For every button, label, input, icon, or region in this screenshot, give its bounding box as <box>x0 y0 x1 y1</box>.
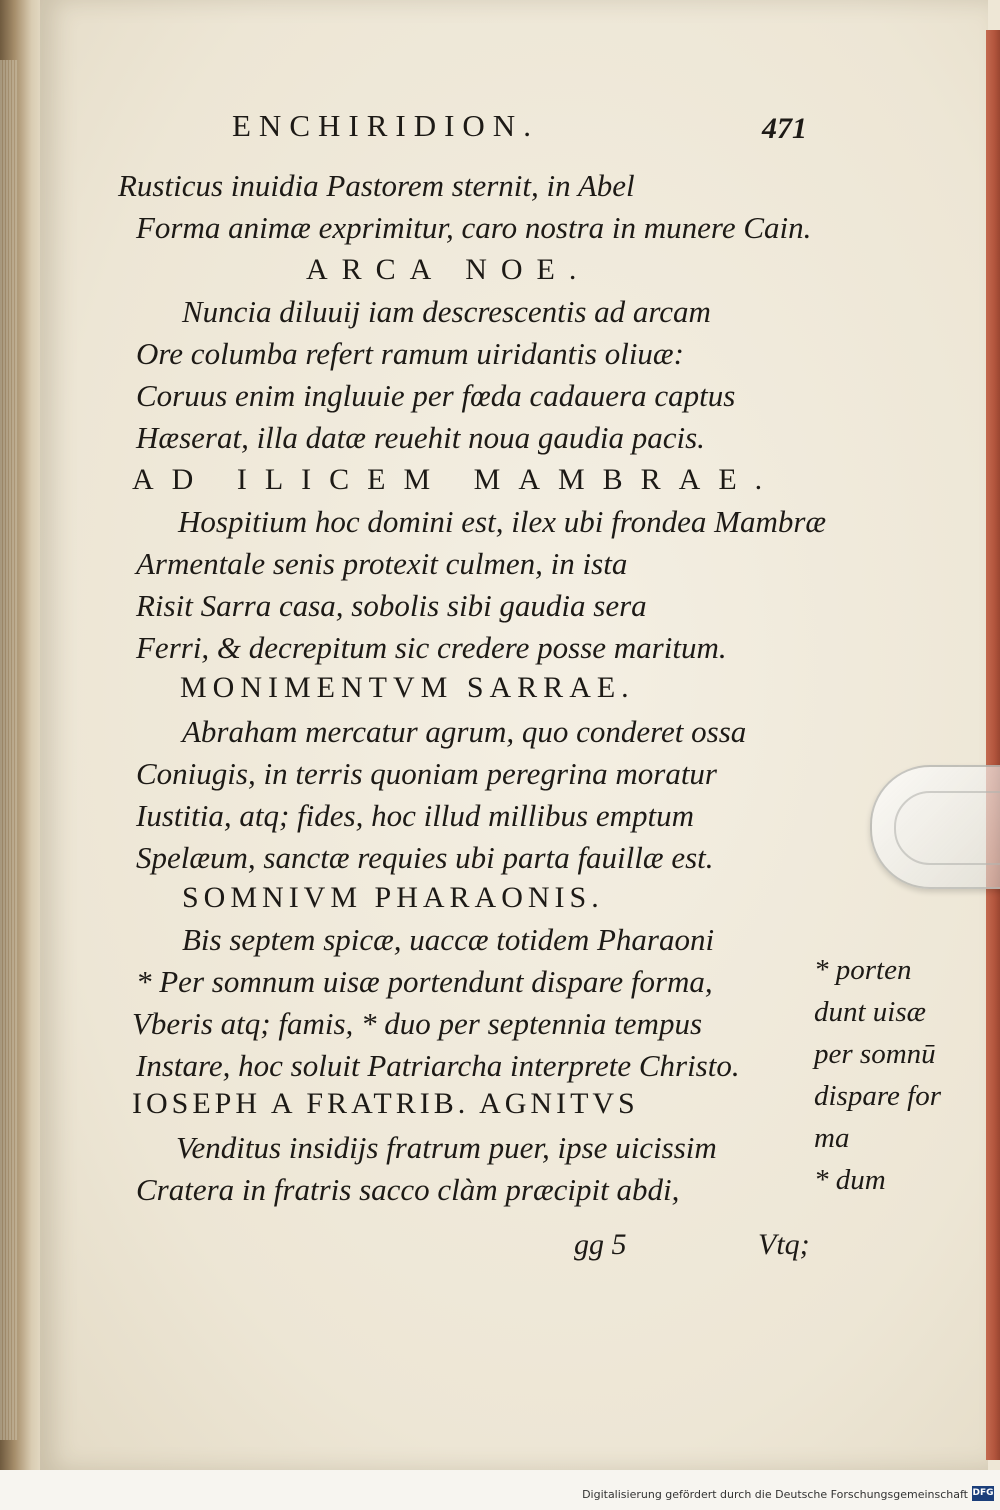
text-line: Venditus insidijs fratrum puer, ipse uicissim <box>176 1130 717 1165</box>
page-number: 471 <box>762 112 807 145</box>
text-line: Nuncia diluuij iam descrescentis ad arcam <box>182 294 711 329</box>
text-line: Coniugis, in terris quoniam peregrina moratur <box>136 756 717 791</box>
paper-clip <box>870 765 1000 889</box>
section-heading: AD ILICEM MAMBRAE. <box>132 463 781 496</box>
text-line: Bis septem spicæ, uaccæ totidem Pharaoni <box>182 922 715 957</box>
section-heading: MONIMENTVM SARRAE. <box>180 671 635 704</box>
section-heading: SOMNIVM PHARAONIS. <box>182 881 604 914</box>
text-line: Abraham mercatur agrum, quo conderet ossa <box>182 714 747 749</box>
text-line: Spelæum, sanctæ requies ubi parta fauillæ est. <box>136 840 714 875</box>
text-line: Coruus enim ingluuie per fœda cadauera captus <box>136 378 736 413</box>
margin-note: * dum <box>814 1164 886 1196</box>
digitization-credit: Digitalisierung gefördert durch die Deutsche Forschungsgemeinschaft <box>582 1488 968 1501</box>
margin-note: ma <box>814 1122 850 1154</box>
catchword: Vtq; <box>758 1228 810 1261</box>
text-line: Ferri, & decrepitum sic credere posse maritum. <box>136 630 727 665</box>
text-line: Instare, hoc soluit Patriarcha interprete Christo. <box>136 1048 740 1083</box>
section-heading: ARCA NOE. <box>306 253 591 286</box>
text-line: Hæserat, illa datæ reuehit noua gaudia pacis. <box>136 420 705 455</box>
text-line: Iustitia, atq; fides, hoc illud millibus emptum <box>136 798 694 833</box>
text-line: Hospitium hoc domini est, ilex ubi frondea Mambræ <box>178 504 827 539</box>
dfg-logo-icon: DFG <box>972 1486 994 1501</box>
paper-clip-loop <box>894 791 1000 865</box>
margin-note: dispare for <box>814 1080 942 1112</box>
margin-note: dunt uisæ <box>814 996 926 1028</box>
signature-mark: gg 5 <box>574 1228 627 1261</box>
margin-note: per somnū <box>814 1038 936 1070</box>
page-edge-red <box>986 30 1000 1460</box>
section-heading: IOSEPH A FRATRIB. AGNITVS <box>132 1087 639 1120</box>
text-line: * Per somnum uisæ portendunt dispare forma, <box>136 964 713 999</box>
text-line: Rusticus inuidia Pastorem sternit, in Abel <box>118 168 635 203</box>
text-line: Cratera in fratris sacco clàm præcipit abdi, <box>136 1172 680 1207</box>
text-line: Vberis atq; famis, * duo per septennia tempus <box>132 1006 703 1041</box>
text-line: Ore columba refert ramum uiridantis oliuæ: <box>136 336 684 371</box>
page-stack-left <box>0 60 18 1440</box>
margin-note: * porten <box>814 954 912 986</box>
text-line: Armentale senis protexit culmen, in ista <box>136 546 628 581</box>
text-line: Risit Sarra casa, sobolis sibi gaudia sera <box>136 588 647 623</box>
text-line: Forma animæ exprimitur, caro nostra in munere Cain. <box>136 210 812 245</box>
running-title: ENCHIRIDION. <box>232 108 539 143</box>
